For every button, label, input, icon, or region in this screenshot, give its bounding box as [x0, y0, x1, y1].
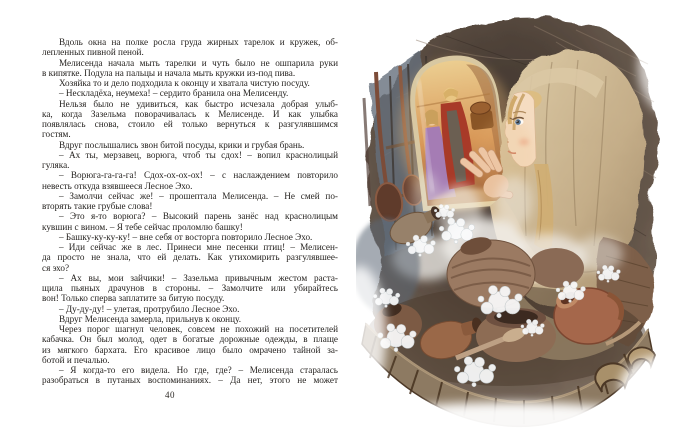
text-line: ка, когда Зазельма поворачивалась к Мелисенде. И как улыбка: [42, 108, 338, 119]
text-line: – Ах ты, мерзавец, ворюга, чтоб ты сдох! – вопил краснолицый: [59, 149, 338, 160]
text-line: кабачка. Он был молод, одет в богатые дорожные одежды, в плаще: [42, 334, 338, 345]
text-line: – Ворюга-га-га-га! Сдох-ох-ох-ох! – с наслаждением повторило: [59, 170, 338, 181]
text-line: гуляка.: [42, 160, 70, 170]
page-number: 40: [165, 390, 175, 400]
text-line: Вдруг Мелисенда замерла, прильнув к оконцу.: [59, 313, 241, 324]
text-line: вон! Только сперва заплатите за битую посуду.: [42, 293, 225, 304]
text-line: ботой и печалью.: [42, 354, 110, 365]
text-line: – Это я-то ворюга? – Высокий парень занёс над краснолицым: [59, 211, 338, 222]
text-line: в кипятке. Подула на пальцы и начала мыть кружки из-под пива.: [42, 67, 296, 78]
text-line: Мелисенда начала мыть тарелки и чуть было не ошпарила руки: [59, 57, 338, 68]
text-line: – Иди сейчас же в лес. Принеси мне песенки птиц! – Мелисен-: [59, 242, 338, 252]
text-line: – Замолчи сейчас же! – прошептала Мелисенда. – Не смей по-: [59, 190, 338, 201]
text-line: разобраться в путаных воспоминаниях. – Да нет, этого не может: [42, 375, 338, 386]
text-line: ся эхо?: [42, 262, 70, 273]
text-line: вторять такие грубые слова!: [42, 201, 153, 211]
text-line: да просто не знала, что ей делать. Как утихомирить разгулявшее-: [42, 252, 338, 263]
text-line: Вдоль окна на полке росла груда жирных тарелок и кружек, об-: [59, 37, 338, 47]
text-line: невесть откуда взявшееся Лесное Эхо.: [42, 180, 193, 191]
illustration: [356, 6, 674, 434]
text-line: Через порог шагнул человек, совсем не похожий на посетителей: [59, 324, 338, 334]
text-line: лепленных пивной пеной.: [42, 47, 144, 58]
text-line: – Ду-ду-ду! – улетая, протрубило Лесное Эхо.: [59, 303, 240, 314]
text-line: кувшин с вином. – Я тебе сейчас проломлю башку!: [42, 221, 243, 232]
text-line: – Нескладёха, неумеха! – сердито бранила она Мелисенду.: [59, 88, 289, 99]
text-line: – Я когда-то его видела. Но где, где? – Мелисенда старалась: [59, 365, 338, 375]
text-line: щила пьяных драчунов в стороны. – Замолчите или убирайтесь: [42, 283, 338, 293]
text-line: Хозяйка то и дело подходила к оконцу и хватала чистую посуду.: [59, 78, 310, 88]
text-line: из мягкого бархата. Его красивое лицо было омрачено тайной за-: [42, 344, 338, 355]
text-line: появлялась снова, стоило ей только вернуться к разгулявшимся: [42, 119, 338, 129]
story-text: [42, 37, 338, 386]
text-line: – Ах вы, мои зайчики! – Зазельма привычным жестом раста-: [59, 272, 338, 283]
text-line: гостям.: [42, 129, 71, 140]
text-line: – Башку-ку-ку-ку! – вне себя от восторга повторило Лесное Эхо.: [59, 231, 313, 242]
text-line: Вдруг послышались звон битой посуды, крики и грубая брань.: [59, 139, 305, 150]
text-line: Нельзя было не удивиться, как быстро исчезала добрая улыб-: [59, 98, 338, 109]
